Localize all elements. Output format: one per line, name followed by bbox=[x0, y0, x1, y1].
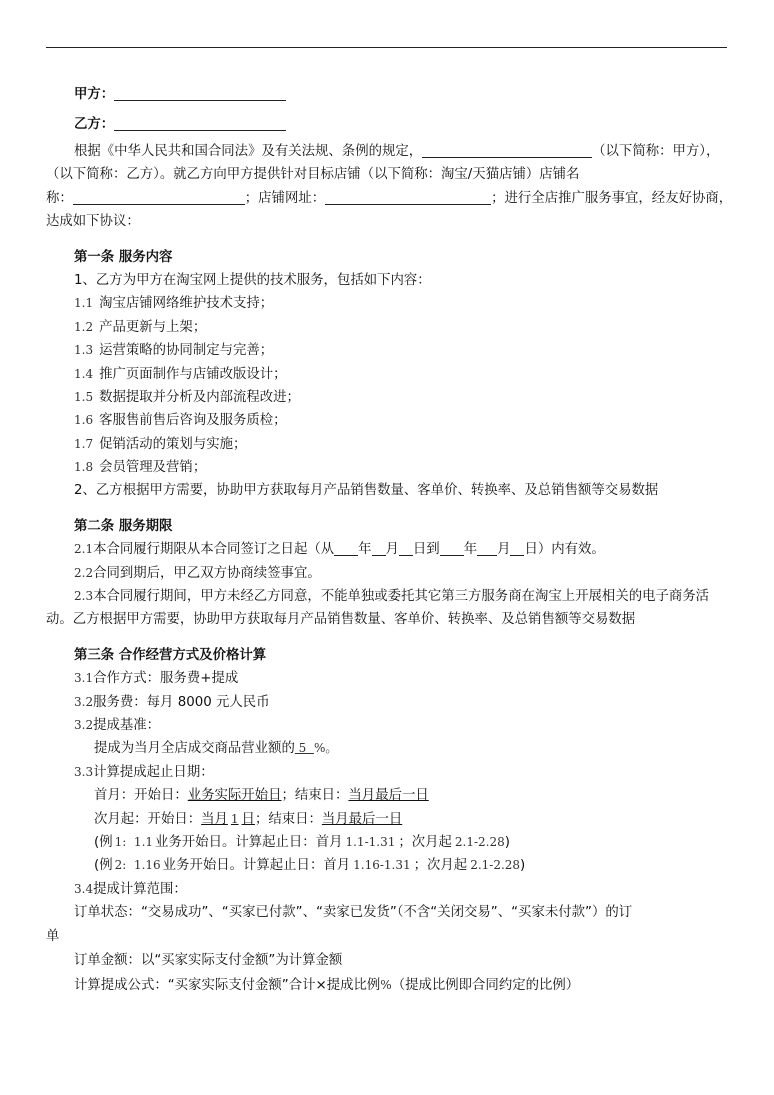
list-item bbox=[46, 316, 736, 339]
clause-2-1: 2.1本合同履行期限从本合同签订之日起（从 年 月 日到 年 月 日）内有效。 bbox=[74, 542, 605, 558]
list-item-number: 1.5 bbox=[74, 389, 94, 404]
list-item bbox=[46, 386, 736, 409]
article-1-title: 第一条 服务内容 bbox=[74, 249, 173, 265]
article-2-title: 第二条 服务期限 bbox=[74, 518, 173, 534]
formula-line: 计算提成公式：“买家实际支付金额”合计×提成比例%（提成比例即合同约定的比例） bbox=[74, 978, 580, 994]
list-item-text: 促销活动的策划与实施； bbox=[99, 436, 247, 452]
list-item-text: 客服售前售后咨询及服务质检； bbox=[99, 413, 287, 429]
list-item bbox=[46, 292, 736, 315]
contract-document bbox=[46, 80, 736, 997]
end-year-field[interactable] bbox=[440, 540, 464, 556]
shop-url-field[interactable] bbox=[325, 189, 491, 205]
clause-2-3: 2.3本合同履行期间，甲方未经乙方同意，不能单独或委托其它第三方服务商在淘宝上开展相关的电子商务活 bbox=[74, 589, 710, 605]
list-item-text: 运营策略的协同制定与完善； bbox=[99, 343, 274, 359]
article-1-items bbox=[46, 292, 736, 479]
list-item-text: 会员管理及营销； bbox=[99, 460, 207, 476]
preamble-line-1: 根据《中华人民共和国合同法》及有关法规、条例的规定， （以下简称：甲方）， bbox=[74, 144, 720, 159]
example-1-line: (例 1: 1.1 业务开始日。计算起止日：首月 1.1-1.31 ；次月起 2.1-2.28) bbox=[94, 834, 510, 850]
list-item-number: 1.4 bbox=[74, 366, 94, 381]
list-item-number: 1.3 bbox=[74, 343, 94, 358]
start-year-field[interactable] bbox=[334, 540, 358, 556]
end-day-field[interactable] bbox=[510, 540, 524, 556]
article-1-item-2: 2、乙方根据甲方需要，协助甲方获取每月产品销售数量、客单价、转换率、及总销售额等交易数据 bbox=[74, 483, 659, 499]
clause-3-4: 3.4提成计算范围： bbox=[74, 881, 187, 897]
shop-name-field[interactable] bbox=[73, 189, 245, 205]
order-status-line: 订单状态：“交易成功”、“买家已付款”、“卖家已发货”（不含“关闭交易”、“买家未付款”）的订 bbox=[74, 905, 633, 921]
party-b-line bbox=[46, 110, 736, 140]
start-month-field[interactable] bbox=[372, 540, 386, 556]
clause-3-3: 3.3计算提成起止日期： bbox=[74, 764, 214, 780]
article-3-title: 第三条 合作经营方式及价格计算 bbox=[74, 647, 267, 663]
clause-3-2: 3.2服务费：每月 8000 元人民币 bbox=[74, 694, 270, 710]
list-item-text: 推广页面制作与店铺改版设计； bbox=[99, 366, 287, 382]
list-item bbox=[46, 339, 736, 362]
clause-3-1: 3.1合作方式：服务费+提成 bbox=[74, 671, 239, 687]
party-a-field[interactable] bbox=[114, 85, 286, 101]
list-item-number: 1.2 bbox=[74, 319, 94, 334]
preamble-line-3: 称： ；店铺网址： ；进行全店推广服务事宜，经友好协商， bbox=[46, 190, 733, 206]
list-item bbox=[46, 409, 736, 432]
list-item bbox=[46, 456, 736, 479]
list-item-text: 产品更新与上架； bbox=[99, 319, 207, 335]
first-month-line: 首月：开始日：业务实际开始日；结束日：当月最后一日 bbox=[94, 788, 429, 804]
party-a-label: 甲方： bbox=[74, 87, 115, 102]
header-rule bbox=[46, 47, 727, 48]
list-item-number: 1.8 bbox=[74, 460, 94, 475]
party-a-name-field[interactable] bbox=[422, 142, 592, 158]
clause-2-2: 2.2合同到期后，甲乙双方协商续签事宜。 bbox=[74, 565, 321, 581]
preamble-line-4: 达成如下协议： bbox=[46, 214, 140, 230]
preamble-line-2: （以下简称：乙方）。就乙方向甲方提供针对目标店铺（以下简称：淘宝/天猫店铺）店铺名 bbox=[46, 167, 580, 183]
party-b-field[interactable] bbox=[114, 115, 286, 131]
commission-rate-line: 提成为当月全店成交商品营业额的 5 %。 bbox=[94, 741, 338, 757]
end-month-field[interactable] bbox=[477, 540, 497, 556]
next-month-line: 次月起：开始日：当月 1 日；结束日：当月最后一日 bbox=[94, 811, 403, 827]
list-item-number: 1.1 bbox=[74, 296, 94, 311]
party-b-label: 乙方： bbox=[74, 117, 115, 132]
list-item-text: 淘宝店铺网络维护技术支持； bbox=[99, 296, 274, 312]
list-item-number: 1.6 bbox=[74, 413, 94, 428]
list-item-number: 1.7 bbox=[74, 436, 94, 451]
party-a-line bbox=[46, 80, 736, 110]
order-amount-line: 订单金额：以“买家实际支付金额”为计算金额 bbox=[74, 953, 343, 969]
list-item bbox=[46, 433, 736, 456]
example-2-line: (例 2: 1.16 业务开始日。计算起止日：首月 1.16-1.31 ；次月起 2.1-2.28) bbox=[94, 858, 526, 874]
list-item-text: 数据提取并分析及内部流程改进； bbox=[99, 389, 300, 405]
clause-3-2-base: 3.2提成基准： bbox=[74, 717, 161, 733]
order-status-cont: 单 bbox=[46, 929, 60, 945]
clause-2-3-cont: 动。乙方根据甲方需要，协助甲方获取每月产品销售数量、客单价、转换率、及总销售额等交易数据 bbox=[46, 612, 636, 628]
start-day-field[interactable] bbox=[399, 540, 413, 556]
commission-rate-field[interactable]: 5 bbox=[294, 741, 314, 756]
article-1-intro: 1、乙方为甲方在淘宝网上提供的技术服务，包括如下内容： bbox=[74, 272, 431, 288]
list-item bbox=[46, 363, 736, 386]
